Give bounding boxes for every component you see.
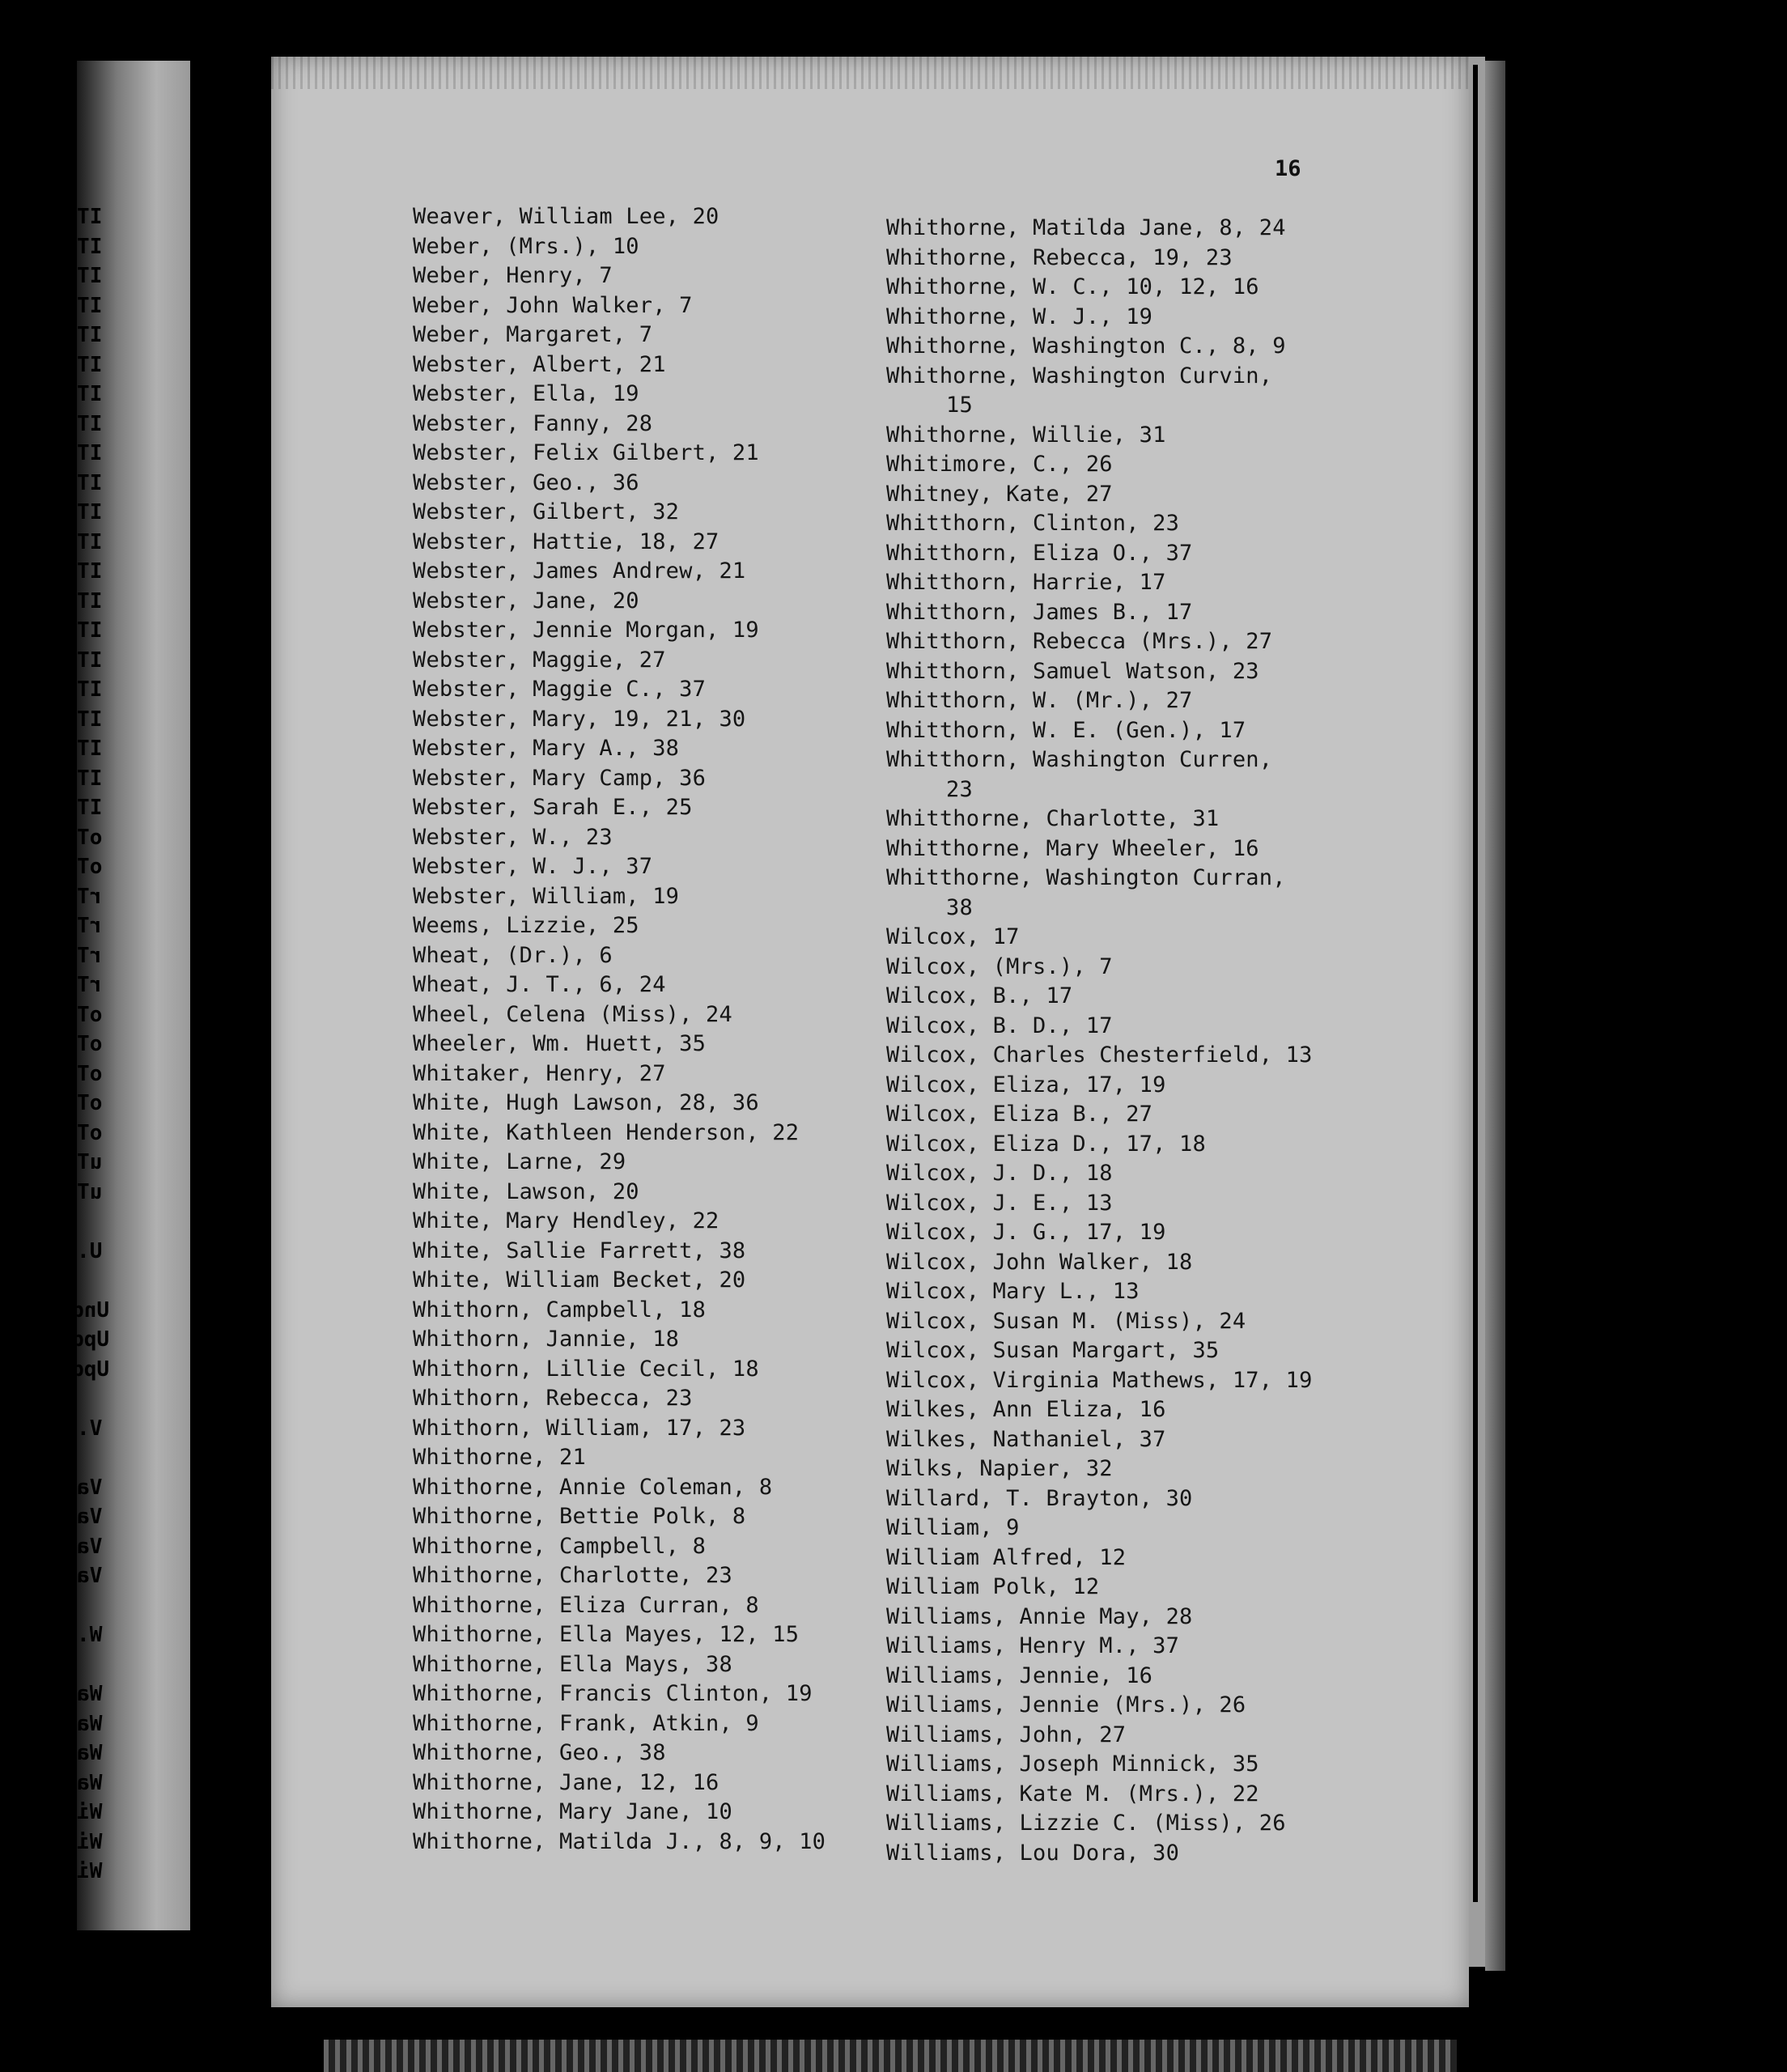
index-entry: Whithorne, Ella Mays, 38	[413, 1651, 732, 1677]
edge-fragment: IT	[77, 677, 103, 702]
index-entry: Willard, T. Brayton, 30	[886, 1485, 1193, 1511]
index-entry: Wilcox, Charles Chesterfield, 13	[886, 1042, 1313, 1068]
index-entry: Webster, Sarah E., 25	[413, 795, 693, 820]
index-entry: Whithorne, Charlotte, 23	[413, 1563, 732, 1588]
index-entry: Whithorn, Lillie Cecil, 18	[413, 1356, 759, 1382]
edge-fragment: Va	[77, 1505, 103, 1529]
index-entry: Webster, Mary, 19, 21, 30	[413, 706, 746, 732]
index-entry: Williams, Henry M., 37	[886, 1633, 1180, 1658]
index-entry: Whitthorn, Washington Curren,	[886, 747, 1273, 772]
index-entry: Whitaker, Henry, 27	[413, 1060, 666, 1086]
edge-fragment: Wi	[77, 1829, 103, 1854]
index-entry: Williams, Lizzie C. (Miss), 26	[886, 1811, 1286, 1836]
index-entry: Wheel, Celena (Miss), 24	[413, 1001, 732, 1027]
index-entry: Whithorne, Ella Mayes, 12, 15	[413, 1622, 800, 1647]
edge-fragment: IT	[77, 411, 103, 436]
index-column-left	[413, 202, 826, 1857]
index-entry: Whithorn, Campbell, 18	[413, 1297, 707, 1323]
index-entry: Whitney, Kate, 27	[886, 481, 1113, 507]
edge-fragment: V.	[77, 1416, 103, 1441]
edge-fragment: Va	[77, 1534, 103, 1559]
index-entry: 38	[946, 894, 973, 920]
edge-fragment: U.	[77, 1238, 103, 1263]
index-entry: Whitthorn, W. (Mr.), 27	[886, 688, 1193, 713]
edge-fragment: oT	[77, 1091, 103, 1115]
edge-fragment: Wa	[77, 1711, 103, 1736]
edge-fragment: IT	[77, 205, 103, 229]
edge-fragment: uT	[77, 1150, 103, 1174]
edge-fragment: IT	[77, 500, 103, 524]
index-entry: Wheat, J. T., 6, 24	[413, 972, 666, 997]
index-entry: Whithorne, W. C., 10, 12, 16	[886, 274, 1259, 299]
index-entry: Whithorn, Jannie, 18	[413, 1327, 680, 1352]
index-entry: Whithorne, 21	[413, 1445, 586, 1470]
edge-fragment: Upq	[71, 1357, 109, 1382]
index-entry: Wilcox, Eliza D., 17, 18	[886, 1131, 1206, 1157]
index-entry: Williams, Lou Dora, 30	[886, 1840, 1180, 1866]
index-entry: Whithorne, Geo., 38	[413, 1740, 666, 1765]
index-entry: Webster, Felix Gilbert, 21	[413, 440, 759, 465]
index-entry: White, Kathleen Henderson, 22	[413, 1119, 800, 1145]
index-entry: Whithorn, William, 17, 23	[413, 1415, 746, 1441]
index-entry: Webster, Mary A., 38	[413, 736, 680, 761]
index-entry: Wheat, (Dr.), 6	[413, 942, 613, 968]
edge-fragment: IT	[77, 352, 103, 377]
index-entry: Whithorne, Matilda Jane, 8, 24	[886, 215, 1286, 240]
index-entry: Whitthorn, Harrie, 17	[886, 570, 1166, 595]
index-entry: Webster, W., 23	[413, 824, 613, 850]
edge-fragment: oT	[77, 1032, 103, 1056]
edge-fragment	[77, 1384, 109, 1414]
index-column-right	[886, 214, 1313, 1868]
edge-fragment: IT	[77, 618, 103, 643]
edge-fragment	[77, 1443, 109, 1473]
edge-fragment: oT	[77, 1120, 103, 1145]
index-entry: 23	[946, 776, 973, 802]
edge-fragment: IT	[77, 707, 103, 732]
edge-fragment: IT	[77, 529, 103, 554]
index-entry: Whithorne, Campbell, 8	[413, 1533, 707, 1559]
page-bottom-band	[324, 2040, 1457, 2072]
index-entry: Whitthorn, Eliza O., 37	[886, 540, 1193, 566]
index-entry: Wilcox, Eliza, 17, 19	[886, 1072, 1166, 1098]
edge-fragment: IT	[77, 234, 103, 259]
index-entry: Webster, Fanny, 28	[413, 410, 653, 436]
edge-fragment: IT	[77, 588, 103, 614]
index-entry: Webster, James Andrew, 21	[413, 558, 746, 584]
index-entry: Whithorne, Mary Jane, 10	[413, 1799, 732, 1824]
index-entry: Wilcox, 17	[886, 924, 1020, 949]
edge-fragment: rT	[77, 943, 103, 968]
edge-fragment	[77, 1266, 109, 1296]
edge-fragment: rT	[77, 884, 103, 909]
page-top-grain	[271, 57, 1469, 89]
index-entry: Wilcox, (Mrs.), 7	[886, 953, 1113, 979]
page-number: 16	[1275, 156, 1301, 181]
edge-fragment: Upq	[71, 1327, 109, 1352]
index-entry: White, Hugh Lawson, 28, 36	[413, 1090, 759, 1115]
index-entry: Whithorne, Washington Curvin,	[886, 363, 1273, 388]
edge-fragment: IT	[77, 382, 103, 406]
index-entry: Wilcox, Susan Margart, 35	[886, 1338, 1220, 1363]
index-entry: Whithorne, Annie Coleman, 8	[413, 1474, 773, 1500]
edge-fragment: IT	[77, 441, 103, 465]
index-entry: Wilcox, Mary L., 13	[886, 1279, 1140, 1304]
index-entry: Williams, Jennie, 16	[886, 1662, 1153, 1688]
edge-fragment: IT	[77, 264, 103, 288]
edge-fragment: oT	[77, 1061, 103, 1086]
edge-fragment: IT	[77, 323, 103, 347]
index-entry: Whithorne, Willie, 31	[886, 422, 1166, 448]
index-entry: Wilcox, Susan M. (Miss), 24	[886, 1308, 1246, 1334]
index-entry: Wilcox, B. D., 17	[886, 1013, 1113, 1038]
index-entry: Webster, William, 19	[413, 883, 680, 909]
index-entry: Whitthorn, W. E. (Gen.), 17	[886, 717, 1246, 743]
scanner-margin	[1485, 61, 1505, 1971]
index-entry: Williams, Kate M. (Mrs.), 22	[886, 1781, 1259, 1807]
index-entry: Whithorne, W. J., 19	[886, 304, 1153, 329]
index-entry: Weber, Henry, 7	[413, 263, 613, 288]
index-entry: 15	[946, 393, 973, 418]
index-entry: Williams, Annie May, 28	[886, 1603, 1193, 1629]
index-entry: Weber, John Walker, 7	[413, 292, 693, 318]
index-entry: Webster, Mary Camp, 36	[413, 765, 707, 791]
index-entry: Whithorne, Frank, Atkin, 9	[413, 1710, 759, 1736]
edge-fragment: IT	[77, 559, 103, 584]
index-entry: William Polk, 12	[886, 1574, 1100, 1599]
index-entry: Weaver, William Lee, 20	[413, 204, 719, 229]
edge-fragment	[77, 1650, 109, 1680]
index-entry: Whitthorn, Clinton, 23	[886, 511, 1180, 536]
index-entry: Wilcox, J. D., 18	[886, 1161, 1113, 1186]
edge-fragment: Wa	[77, 1770, 103, 1795]
index-entry: Webster, Geo., 36	[413, 469, 639, 495]
index-entry: White, Sallie Farrett, 38	[413, 1238, 746, 1263]
index-entry: White, Mary Hendley, 22	[413, 1208, 719, 1233]
index-entry: Webster, W. J., 37	[413, 854, 653, 879]
edge-fragment: IT	[77, 470, 103, 495]
edge-fragment	[77, 1591, 109, 1621]
index-entry: Webster, Maggie C., 37	[413, 677, 707, 702]
edge-fragment: W.	[77, 1623, 103, 1647]
index-entry: Webster, Maggie, 27	[413, 647, 666, 673]
index-entry: White, William Becket, 20	[413, 1267, 746, 1293]
index-entry: Whitthorne, Washington Curran,	[886, 865, 1286, 890]
index-entry: Wilcox, B., 17	[886, 983, 1073, 1008]
index-entry: Weber, (Mrs.), 10	[413, 233, 639, 259]
index-entry: Whithorne, Rebecca, 19, 23	[886, 244, 1233, 270]
index-entry: Whitthorne, Mary Wheeler, 16	[886, 835, 1259, 861]
index-entry: White, Lawson, 20	[413, 1178, 639, 1204]
index-entry: Webster, Jennie Morgan, 19	[413, 618, 759, 643]
index-entry: William, 9	[886, 1515, 1020, 1540]
index-entry: Wilkes, Ann Eliza, 16	[886, 1397, 1166, 1422]
edge-fragment: uT	[77, 1179, 103, 1204]
edge-fragment: rT	[77, 914, 103, 938]
edge-fragment: Wa	[77, 1682, 103, 1706]
index-entry: Whithorne, Washington C., 8, 9	[886, 333, 1286, 359]
edge-fragment: Wi	[77, 1800, 103, 1824]
index-entry: Whithorn, Rebecca, 23	[413, 1386, 693, 1411]
index-entry: Whithorne, Bettie Polk, 8	[413, 1504, 746, 1529]
edge-fragment	[77, 1207, 109, 1237]
index-entry: Wilks, Napier, 32	[886, 1456, 1113, 1481]
index-entry: Wheeler, Wm. Huett, 35	[413, 1031, 707, 1056]
index-entry: William Alfred, 12	[886, 1544, 1127, 1570]
index-entry: Whitthorne, Charlotte, 31	[886, 806, 1220, 831]
index-entry: Webster, Hattie, 18, 27	[413, 529, 719, 554]
index-entry: Whitimore, C., 26	[886, 452, 1113, 477]
edge-fragment: Va	[77, 1475, 103, 1500]
index-entry: White, Larne, 29	[413, 1149, 626, 1174]
index-entry: Whitthorn, James B., 17	[886, 599, 1193, 625]
index-entry: Whitthorn, Rebecca (Mrs.), 27	[886, 629, 1273, 654]
edge-fragment: IT	[77, 737, 103, 761]
index-entry: Whithorne, Francis Clinton, 19	[413, 1681, 813, 1706]
binding-line	[1473, 65, 1478, 1902]
edge-fragment: IT	[77, 766, 103, 791]
index-entry: Williams, Jennie (Mrs.), 26	[886, 1692, 1246, 1717]
index-entry: Williams, John, 27	[886, 1722, 1127, 1747]
edge-fragment: oT	[77, 855, 103, 879]
index-entry: Webster, Albert, 21	[413, 351, 666, 377]
edge-fragment: IT	[77, 293, 103, 318]
index-entry: Weber, Margaret, 7	[413, 322, 653, 347]
edge-fragment: Va	[77, 1564, 103, 1588]
edge-fragment: rT	[77, 973, 103, 997]
edge-fragment: oT	[77, 825, 103, 850]
index-entry: Whitthorn, Samuel Watson, 23	[886, 658, 1259, 684]
index-entry: Wilcox, John Walker, 18	[886, 1249, 1193, 1275]
index-entry: Wilkes, Nathaniel, 37	[886, 1426, 1166, 1452]
index-entry: Whithorne, Matilda J., 8, 9, 10	[413, 1828, 826, 1854]
index-entry: Wilcox, J. G., 17, 19	[886, 1220, 1166, 1245]
index-entry: Webster, Ella, 19	[413, 381, 639, 406]
adjacent-page-edge	[71, 61, 190, 1930]
index-entry: Webster, Gilbert, 32	[413, 499, 680, 524]
index-entry: Whithorne, Jane, 12, 16	[413, 1769, 719, 1795]
edge-fragment: oT	[77, 1002, 103, 1027]
index-entry: Weems, Lizzie, 25	[413, 913, 639, 938]
index-entry: Williams, Joseph Minnick, 35	[886, 1751, 1259, 1777]
index-entry: Webster, Jane, 20	[413, 588, 639, 614]
index-entry: Whithorne, Eliza Curran, 8	[413, 1592, 759, 1618]
edge-fragment: Und	[71, 1297, 109, 1323]
edge-fragment: Wa	[77, 1741, 103, 1765]
index-entry: Wilcox, Virginia Mathews, 17, 19	[886, 1367, 1313, 1393]
edge-fragment: Wi	[77, 1859, 103, 1883]
adjacent-page-fragments	[71, 202, 109, 1887]
edge-fragment: IT	[77, 648, 103, 673]
edge-fragment: IT	[77, 796, 103, 820]
index-entry: Wilcox, J. E., 13	[886, 1190, 1113, 1216]
index-entry: Wilcox, Eliza B., 27	[886, 1102, 1153, 1127]
